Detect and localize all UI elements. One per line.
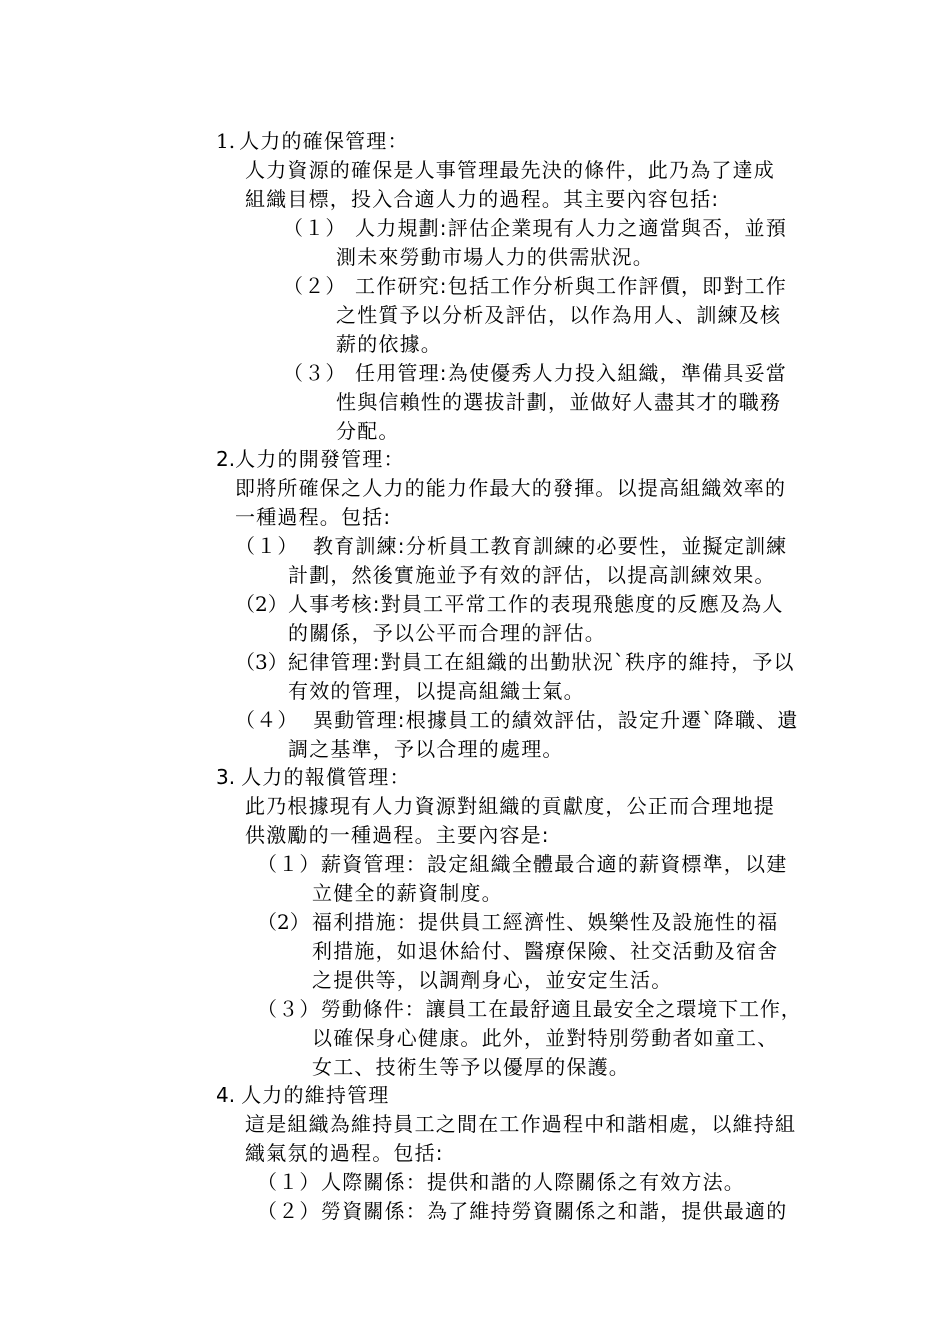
section-number: 2.: [216, 447, 236, 471]
list-item-line: 任用管理:為使優秀人力投入組織，準備具妥當: [355, 361, 787, 385]
section-intro-line: 織氣氛的過程。包括:: [245, 1141, 444, 1165]
section-heading: [216, 763, 411, 791]
list-item-number: （１）: [257, 852, 321, 876]
section-intro-line: 組織目標，投入合適人力的過程。其主要內容包括:: [245, 187, 720, 211]
list-item-line: 勞資關係：為了維持勞資關係之和諧，提供最適的: [321, 1199, 788, 1223]
section-intro-line: 即將所確保之人力的能力作最大的發揮。以提高組織效率的: [235, 476, 787, 500]
section-heading: [216, 445, 405, 473]
list-item-number: （２）: [283, 274, 347, 298]
list-item-line: 立健全的薪資制度。: [312, 881, 503, 905]
section-title: 人力的報償管理：: [241, 765, 411, 789]
list-item-line: 有效的管理，以提高組織士氣。: [288, 679, 585, 703]
list-item-line: 計劃，然後實施並予有效的評估，以提高訓練效果。: [288, 563, 776, 587]
section-number: 4.: [216, 1083, 236, 1107]
list-item-line: 紀律管理:對員工在組織的出勤狀況`秩序的維持，予以: [288, 650, 795, 674]
list-item-number-text: （2）: [235, 592, 288, 616]
list-item-line: 勞動條件：讓員工在最舒適且最安全之環境下工作，: [321, 997, 802, 1021]
list-item-number: [235, 648, 288, 676]
list-item-line: 以確保身心健康。此外，並對特別勞動者如童工、: [312, 1026, 779, 1050]
list-item-number: （４）: [235, 708, 299, 732]
list-item-line: 利措施，如退休給付、醫療保險、社交活動及宿舍: [312, 939, 779, 963]
list-item-number-text: （2）: [257, 910, 310, 934]
list-item-line: 之提供等，以調劑身心，並安定生活。: [312, 968, 673, 992]
section-title: 人力的確保管理：: [239, 129, 409, 153]
list-item-line: 薪的依據。: [336, 332, 442, 356]
section-intro-line: 一種過程。包括:: [235, 505, 392, 529]
section-intro-line: 此乃根據現有人力資源對組織的貢獻度，公正而合理地提: [245, 794, 775, 818]
list-item-number: [235, 590, 288, 618]
section-intro-line: 人力資源的確保是人事管理最先決的條件，此乃為了達成: [245, 158, 775, 182]
list-item-number: （２）: [257, 1199, 321, 1223]
list-item-line: 人際關係：提供和諧的人際關係之有效方法。: [321, 1170, 745, 1194]
section-number: 3.: [216, 765, 236, 789]
list-item-line: 性與信賴性的選拔計劃，並做好人盡其才的職務: [336, 390, 782, 414]
section-title: 人力的維持管理: [241, 1083, 390, 1107]
list-item-line: 女工、技術生等予以優厚的保護。: [312, 1055, 630, 1079]
list-item-number-text: （3）: [235, 650, 288, 674]
list-item-line: 測未來勞動市場人力的供需狀況。: [336, 245, 654, 269]
list-item-number: （３）: [257, 997, 321, 1021]
list-item-number: （１）: [235, 534, 299, 558]
list-item-line: 人事考核:對員工平常工作的表現飛態度的反應及為人: [288, 592, 784, 616]
list-item-line: 教育訓練:分析員工教育訓練的必要性，並擬定訓練: [313, 534, 788, 558]
section-heading: [216, 127, 409, 155]
list-item-line: 人力規劃:評估企業現有人力之適當與否，並預: [355, 216, 787, 240]
section-intro-line: 供激勵的一種過程。主要內容是:: [245, 823, 550, 847]
list-item-line: 工作研究:包括工作分析與工作評價，即對工作: [355, 274, 787, 298]
section-number: 1.: [216, 129, 236, 153]
list-item-number: [257, 908, 310, 936]
section-heading: [216, 1081, 390, 1109]
list-item-line: 之性質予以分析及評估，以作為用人、訓練及核: [336, 303, 782, 327]
list-item-line: 調之基準，予以合理的處理。: [288, 737, 564, 761]
list-item-number: （１）: [283, 216, 347, 240]
list-item-line: 分配。: [336, 419, 400, 443]
section-title: 人力的開發管理：: [235, 447, 405, 471]
list-item-number: （３）: [283, 361, 347, 385]
section-intro-line: 這是組織為維持員工之間在工作過程中和諧相處，以維持組: [245, 1112, 797, 1136]
list-item-number: （１）: [257, 1170, 321, 1194]
list-item-line: 薪資管理：設定組織全體最合適的薪資標準，以建: [321, 852, 788, 876]
list-item-line: 的關係，予以公平而合理的評估。: [288, 621, 606, 645]
list-item-line: 福利措施：提供員工經濟性、娛樂性及設施性的福: [312, 910, 779, 934]
list-item-line: 異動管理:根據員工的績效評估，設定升遷`降職、遺: [313, 708, 799, 732]
